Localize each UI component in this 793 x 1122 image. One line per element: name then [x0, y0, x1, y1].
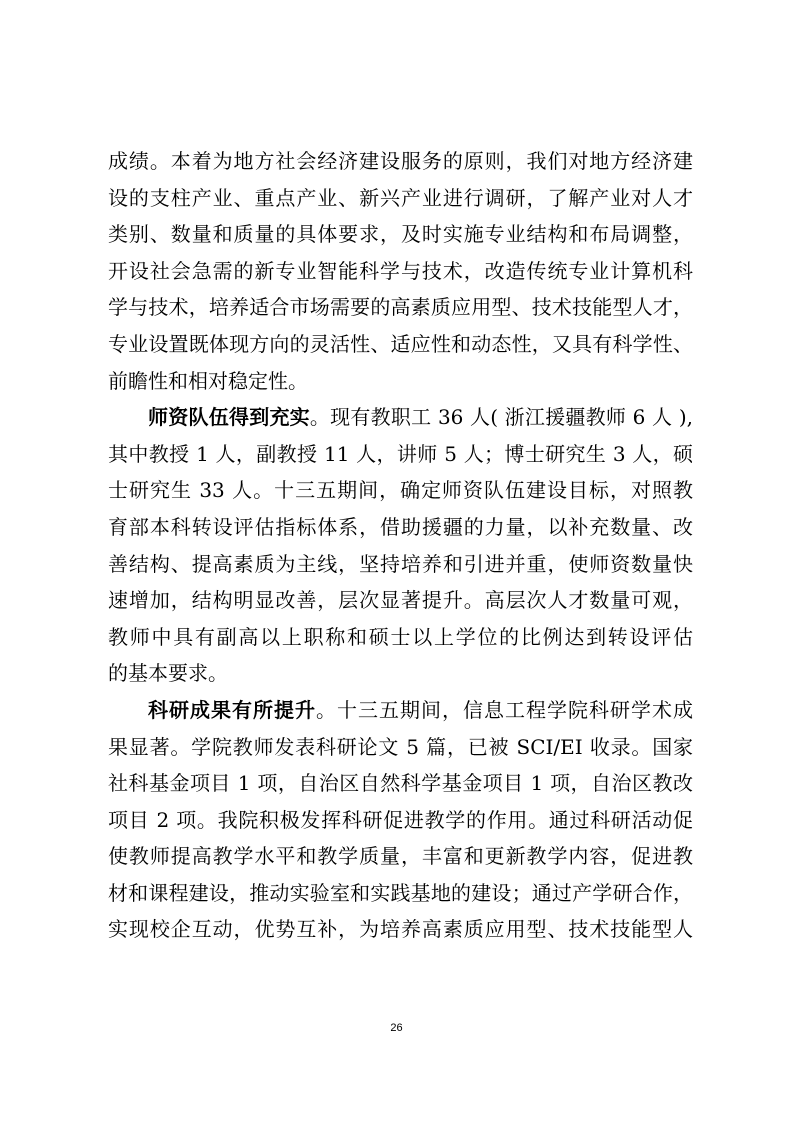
paragraph-first-line — [108, 399, 693, 436]
text-line: 项目 2 项。我院积极发挥科研促进教学的作用。通过科研活动促 — [108, 807, 693, 832]
text-line: 类别、数量和质量的具体要求，及时实施专业结构和布局调整， — [108, 222, 693, 247]
paragraph-first-line-text: 。十三五期间，信息工程学院科研学术成 — [316, 697, 693, 722]
text-line: 专业设置既体现方向的灵活性、适应性和动态性，又具有科学性、 — [108, 331, 693, 356]
text-line: 成绩。本着为地方社会经济建设服务的原则，我们对地方经济建 — [108, 149, 693, 173]
text-line: 开设社会急需的新专业智能科学与技术，改造传统专业计算机科 — [108, 258, 693, 283]
text-line: 教师中具有副高以上职称和硕士以上学位的比例达到转设评估 — [108, 624, 693, 649]
text-line: 材和课程建设，推动实验室和实践基地的建设；通过产学研合作， — [108, 880, 693, 905]
paragraph-heading: 师资队伍得到充实 — [148, 405, 310, 430]
paragraph-first-line — [108, 692, 693, 729]
text-line: 的基本要求。 — [108, 661, 228, 686]
body-text — [108, 143, 693, 948]
text-line: 果显著。学院教师发表科研论文 5 篇，已被 SCI/EI 收录。国家 — [108, 734, 693, 759]
text-line: 育部本科转设评估指标体系，借助援疆的力量，以补充数量、改 — [108, 514, 693, 539]
page-number: 26 — [390, 1022, 403, 1034]
text-line: 其中教授 1 人，副教授 11 人，讲师 5 人；博士研究生 3 人，硕 — [108, 441, 693, 466]
text-line: 社科基金项目 1 项，自治区自然科学基金项目 1 项，自治区教改 — [108, 771, 693, 796]
text-line: 使教师提高教学水平和教学质量，丰富和更新教学内容，促进教 — [108, 844, 693, 869]
text-line: 前瞻性和相对稳定性。 — [108, 368, 308, 393]
text-line: 善结构、提高素质为主线，坚持培养和引进并重，使师资数量快 — [108, 551, 693, 576]
text-line: 实现校企互动，优势互补，为培养高素质应用型、技术技能型人 — [108, 917, 693, 942]
text-line: 设的支柱产业、重点产业、新兴产业进行调研，了解产业对人才 — [108, 185, 693, 210]
text-line: 速增加，结构明显改善，层次显著提升。高层次人才数量可观， — [108, 588, 693, 613]
paragraph-heading: 科研成果有所提升 — [148, 697, 316, 722]
paragraph-first-line-text: 。现有教职工 36 人( 浙江援疆教师 6 人 ), — [309, 405, 693, 430]
text-line: 士研究生 33 人。十三五期间，确定师资队伍建设目标，对照教 — [108, 478, 693, 503]
text-line: 学与技术，培养适合市场需要的高素质应用型、技术技能型人才， — [108, 295, 693, 320]
